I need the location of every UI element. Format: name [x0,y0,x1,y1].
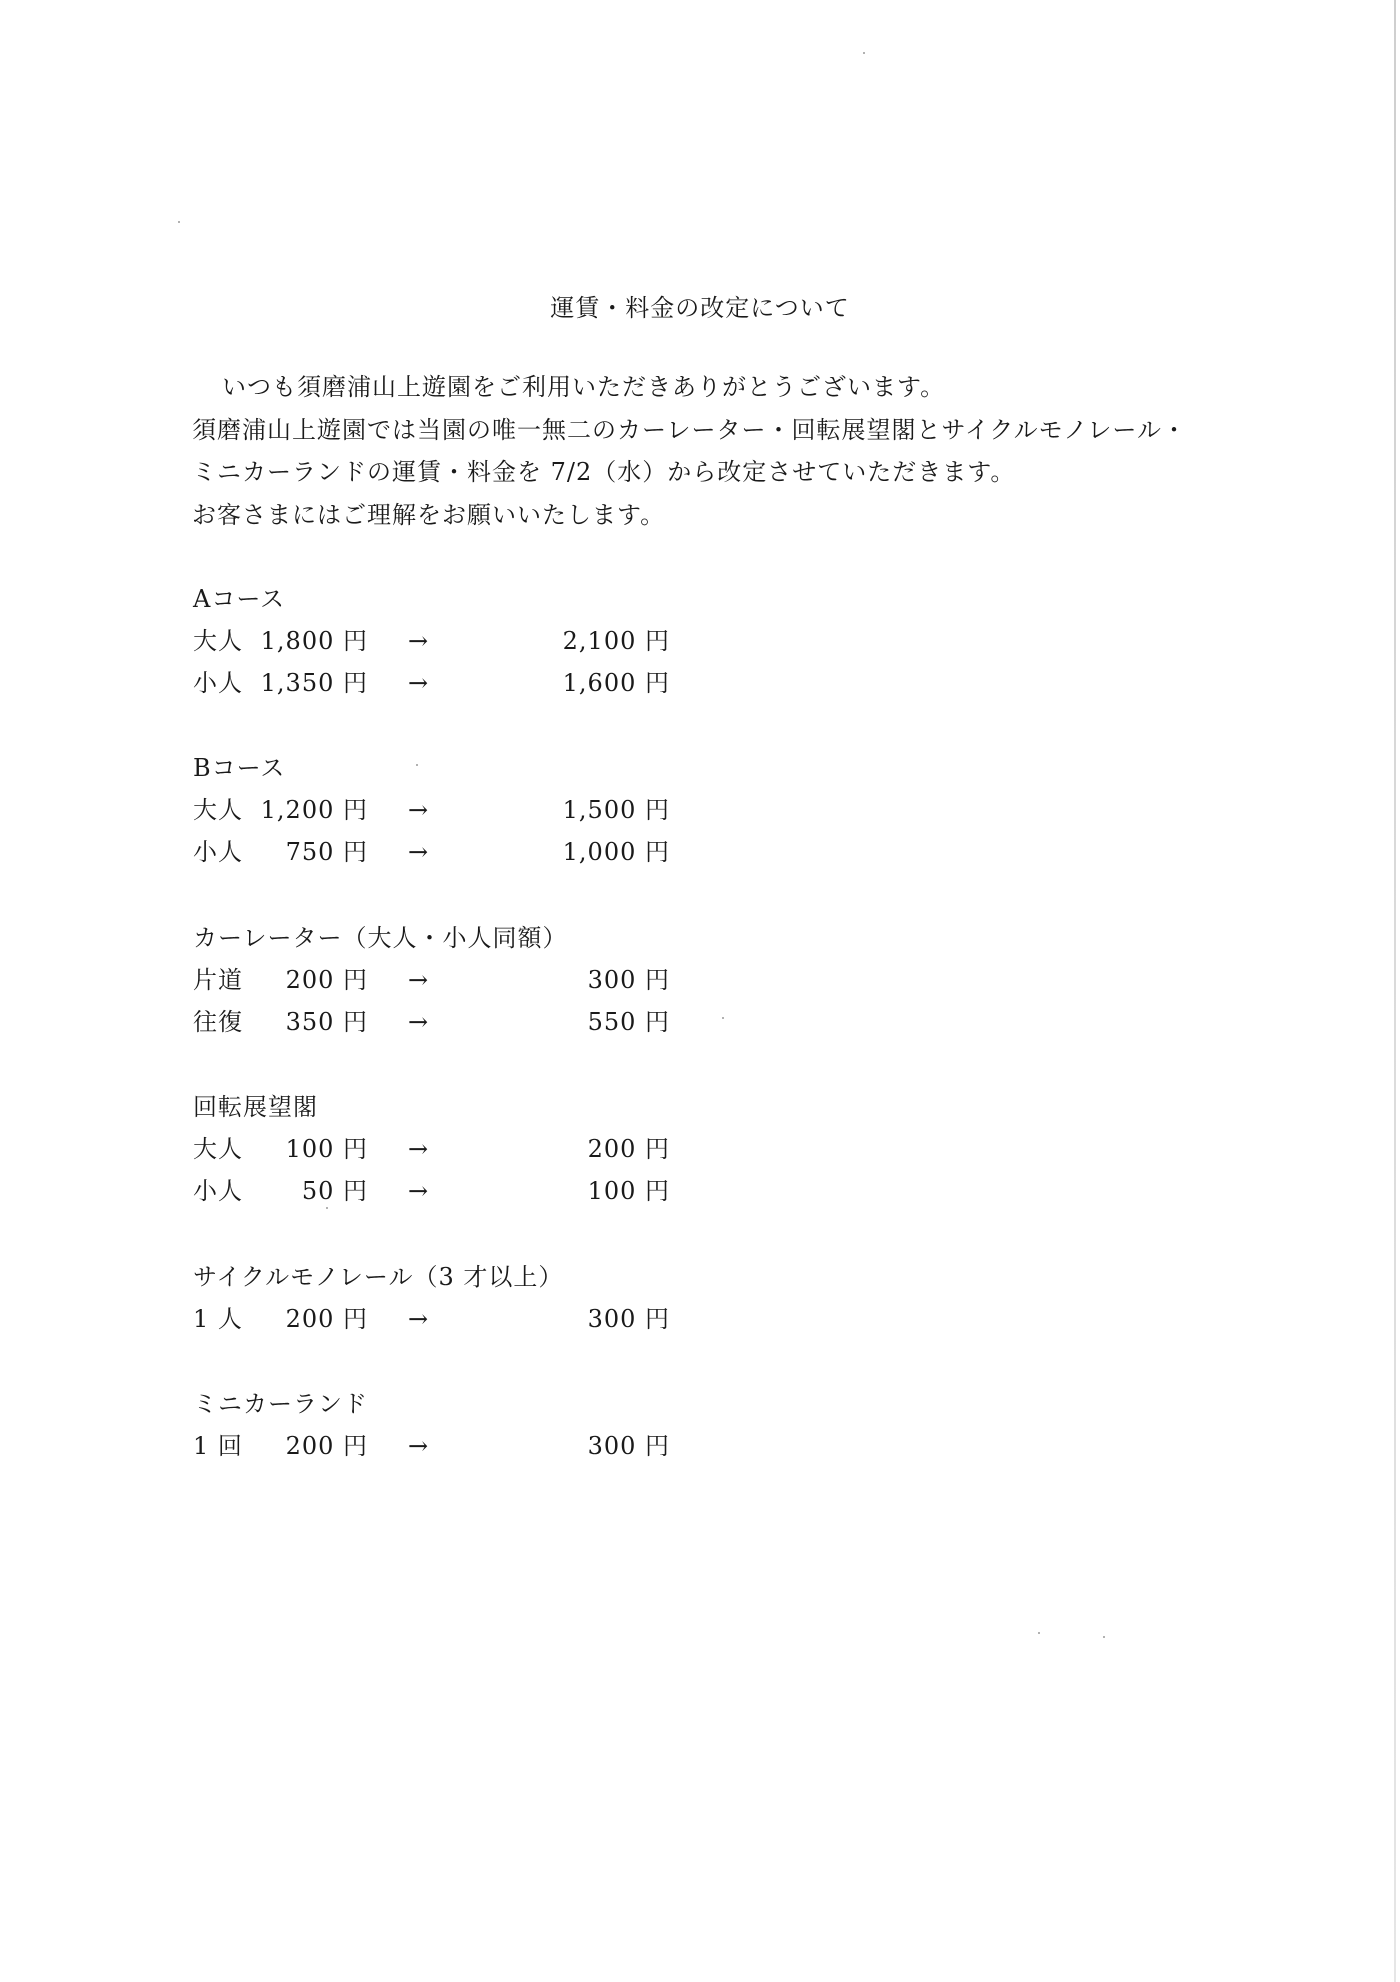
section-title: Aコース [193,585,286,613]
old-price: 200 円 [285,1432,368,1460]
scan-speck [863,52,865,54]
fare-label: 小人 [193,669,243,697]
fare-label: 大人 [193,627,243,655]
fare-section-cycle-monorail [193,1256,893,1340]
scan-speck [1103,1636,1105,1638]
section-title: サイクルモノレール（3 才以上） [193,1263,564,1291]
page-title: 運賃・料金の改定について [550,294,850,322]
new-price: 1,600 円 [562,669,670,697]
arrow-icon: → [408,1008,430,1036]
fare-row [193,789,893,831]
fare-row [193,1128,893,1170]
fare-row [193,620,893,662]
new-price: 200 円 [587,1135,670,1163]
new-price: 300 円 [587,1305,670,1333]
old-price: 750 円 [285,838,368,866]
fare-label: 大人 [193,796,243,824]
old-price: 1,800 円 [260,627,368,655]
new-price: 300 円 [587,966,670,994]
arrow-icon: → [408,627,430,655]
fare-row [193,831,893,873]
intro-line: ミニカーランドの運賃・料金を 7/2（水）から改定させていただきます。 [192,458,1016,486]
arrow-icon: → [408,1135,430,1163]
arrow-icon: → [408,796,430,824]
fare-label: 小人 [193,838,243,866]
section-title: カーレーター（大人・小人同額） [193,924,568,952]
fare-label: 1 人 [193,1305,243,1333]
intro-paragraph [192,366,1292,536]
section-title: ミニカーランド [193,1390,368,1418]
fare-section-b-course [193,747,893,873]
fare-section-minicar-land [193,1383,893,1467]
fare-row [193,1298,893,1340]
old-price: 1,350 円 [260,669,368,697]
old-price: 200 円 [285,1305,368,1333]
fare-label: 片道 [193,966,243,994]
arrow-icon: → [408,1177,430,1205]
section-title: Bコース [193,754,286,782]
arrow-icon: → [408,1432,430,1460]
fare-row [193,959,893,1001]
fare-row [193,1170,893,1212]
new-price: 550 円 [587,1008,670,1036]
section-title: 回転展望閣 [193,1093,318,1121]
arrow-icon: → [408,669,430,697]
fare-label: 小人 [193,1177,243,1205]
fare-row [193,662,893,704]
old-price: 200 円 [285,966,368,994]
fare-section-a-course [193,578,893,704]
fare-label: 大人 [193,1135,243,1163]
arrow-icon: → [408,1305,430,1333]
fare-label: 往復 [193,1008,243,1036]
intro-line: 須磨浦山上遊園では当園の唯一無二のカーレーター・回転展望閣とサイクルモノレール・ [192,415,1187,444]
new-price: 2,100 円 [562,627,670,655]
arrow-icon: → [408,966,430,994]
fare-row [193,1425,893,1467]
arrow-icon: → [408,838,430,866]
old-price: 50 円 [301,1177,368,1205]
new-price: 1,500 円 [562,796,670,824]
intro-line: お客さまにはご理解をお願いいたします。 [192,500,666,529]
new-price: 100 円 [587,1177,670,1205]
fare-row [193,1001,893,1043]
scan-speck [1038,1632,1040,1634]
old-price: 350 円 [285,1008,368,1036]
fare-section-observatory [193,1086,893,1212]
intro-line: いつも須磨浦山上遊園をご利用いただきありがとうございます。 [222,373,946,401]
scan-speck [178,221,180,223]
old-price: 100 円 [285,1135,368,1163]
old-price: 1,200 円 [260,796,368,824]
new-price: 300 円 [587,1432,670,1460]
fare-label: 1 回 [193,1432,243,1460]
new-price: 1,000 円 [562,838,670,866]
fare-section-carlator [193,917,893,1043]
